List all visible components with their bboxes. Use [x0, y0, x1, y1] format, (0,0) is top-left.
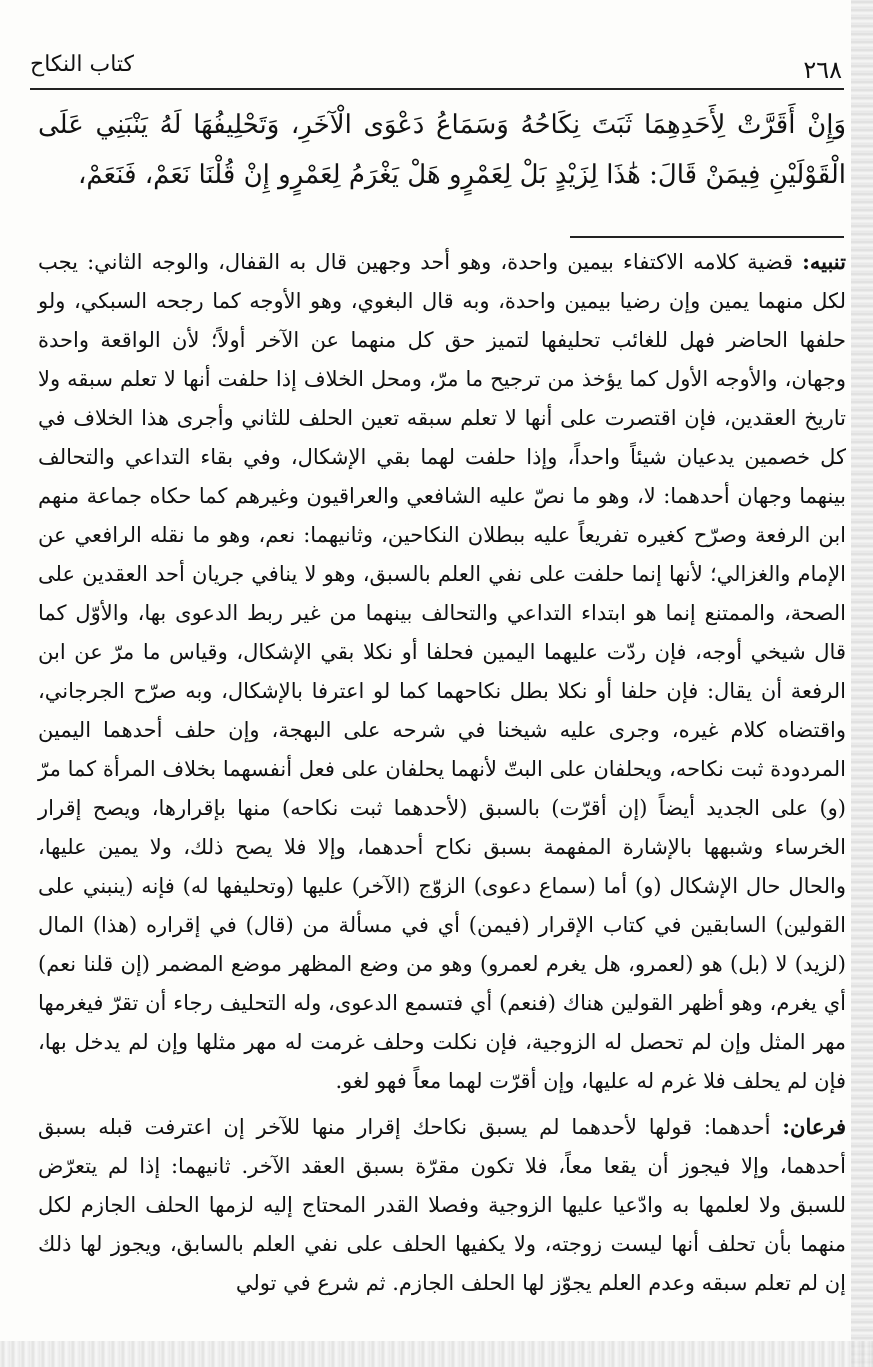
tanbih-paragraph [38, 242, 846, 1101]
header-rule [30, 88, 844, 90]
page-edge-border [851, 0, 873, 1367]
page-number: ٢٦٨ [803, 56, 842, 84]
far-paragraph [38, 1107, 846, 1303]
far-label: فرعان: [782, 1114, 846, 1139]
text-separator-rule [570, 236, 844, 238]
main-text: وَإِنْ أَقَرَّتْ لِأَحَدِهِمَا ثَبَتَ نِكَاحُهُ وَسَمَاعُ دَعْوَى الْآخَرِ، وَتَحْلِيفُهَا لَهُ يَنْبَنِي عَلَى الْقَوْلَيْنِ فِيمَنْ قَالَ: هَٰذَا لِزَيْدٍ بَلْ لِعَمْرٍو هَلْ يَغْرَمُ لِعَمْرٍو إِنْ قُلْنَا نَعَمْ، فَنَعَمْ، [38, 110, 846, 190]
page-header [30, 52, 842, 88]
commentary [38, 242, 846, 1303]
running-title: كتاب النكاح [30, 52, 135, 77]
tanbih-label: تنبيه: [802, 249, 846, 274]
tanbih-text: قضية كلامه الاكتفاء بيمين واحدة، وهو أحد وجهين قال به القفال، والوجه الثاني: يجب لكل منهما يمين وإن رضيا بيمين واحدة، وبه قال البغوي، وهو الأوجه كما رجحه السبكي، ولو حلفها الحاضر فهل للغائب تحليفها لتميز حق كل منهما عن الآخر أولاً؛ لأن الواقعة واحدة وجهان، والأوجه الأول كما يؤخذ من ترجيح ما مرّ، ومحل الخلاف إذا حلفت أنها لا تعلم سبقه ولا تاريخ العقدين، فإن اقتصرت على أنها لا تعلم سبقه تعين الحلف للثاني وأجرى هذا الخلاف في كل خصمين يدعيان شيئاً واحداً، وإذا حلفت لهما بقي الإشكال، وفي بقاء التداعي والتحالف بينهما وجهان أحدهما: لا، وهو ما نصّ عليه الشافعي والعراقيون وغيرهم كما حكاه جماعة منهم ابن الرفعة وصرّح كغيره تفريعاً عليه ببطلان النكاحين، وثانيهما: نعم، وهو ما نقله الرافعي عن الإمام والغزالي؛ لأنها إنما حلفت على نفي العلم بالسبق، وهو لا ينافي جريان أحد العقدين على الصحة، والممتنع إنما هو ابتداء التداعي والتحالف بينهما من غير ربط الدعوى بها، والأوّل كما قال شيخي أوجه، فإن ردّت عليهما اليمين فحلفا أو نكلا بقي الإشكال، وقياس ما مرّ عن ابن الرفعة أن يقال: فإن حلفا أو نكلا بطل نكاحهما كما لو اعترفا بالإشكال، وبه صرّح الجرجاني، واقتضاه كلام غيره، وجرى عليه شيخنا في شرحه على البهجة، وإن حلف أحدهما اليمين المردودة ثبت نكاحه، ويحلفان على البتّ لأنهما يحلفان على فعل أنفسهما بخلاف المرأة كما مرّ (و) على الجديد أيضاً (إن أقرّت) بالسبق (لأحدهما ثبت نكاحه) منها بإقرارها، ويصح إقرار الخرساء وشبهها بالإشارة المفهمة بسبق نكاح أحدهما، وإلا فلا يصح ذلك، ولا يمين عليها، والحال حال الإشكال (و) أما (سماع دعوى) الزوّج (الآخر) عليها (وتحليفها له) فإنه (ينبني على القولين) السابقين في كتاب الإقرار (فيمن) أي في مسألة من (قال) في إقراره (هذا) المال (لزيد) لا (بل) هو (لعمرو، هل يغرم لعمرو) وهو من وضع المظهر موضع المضمر (إن قلنا نعم) أي يغرم، وهو أظهر القولين هناك (فنعم) أي فتسمع الدعوى، وله التحليف رجاء أن تقرّ فيغرمها مهر المثل وإن لم تحصل له الزوجية، فإن نكلت وحلف غرمت له مهر مثلها وإن لم يدخل بها، فإن لم يحلف فلا غرم له عليها، وإن أقرّت لهما معاً فهو لغو. [38, 250, 847, 1093]
page-bottom-border [0, 1341, 873, 1367]
far-text: أحدهما: قولها لأحدهما لم يسبق نكاحك إقرار منها للآخر إن اعترفت قبله بسبق أحدهما، وإلا فيجوز أن يقعا معاً، فلا تكون مقرّة بسبق العقد الآخر. ثانيهما: إذا لم يتعرّض للسبق ولا لعلمها به وادّعيا عليها الزوجية وفصلا القدر المحتاج إليه لزمها الحلف الجازم لكل منهما بأن تحلف أنها ليست زوجته، ولا يكفيها الحلف على نفي العلم بالسابق، ويجوز لها ذلك إن لم تعلم سبقه وعدم العلم يجوّز لها الحلف الجازم. ثم شرع في تولي [38, 1115, 846, 1295]
